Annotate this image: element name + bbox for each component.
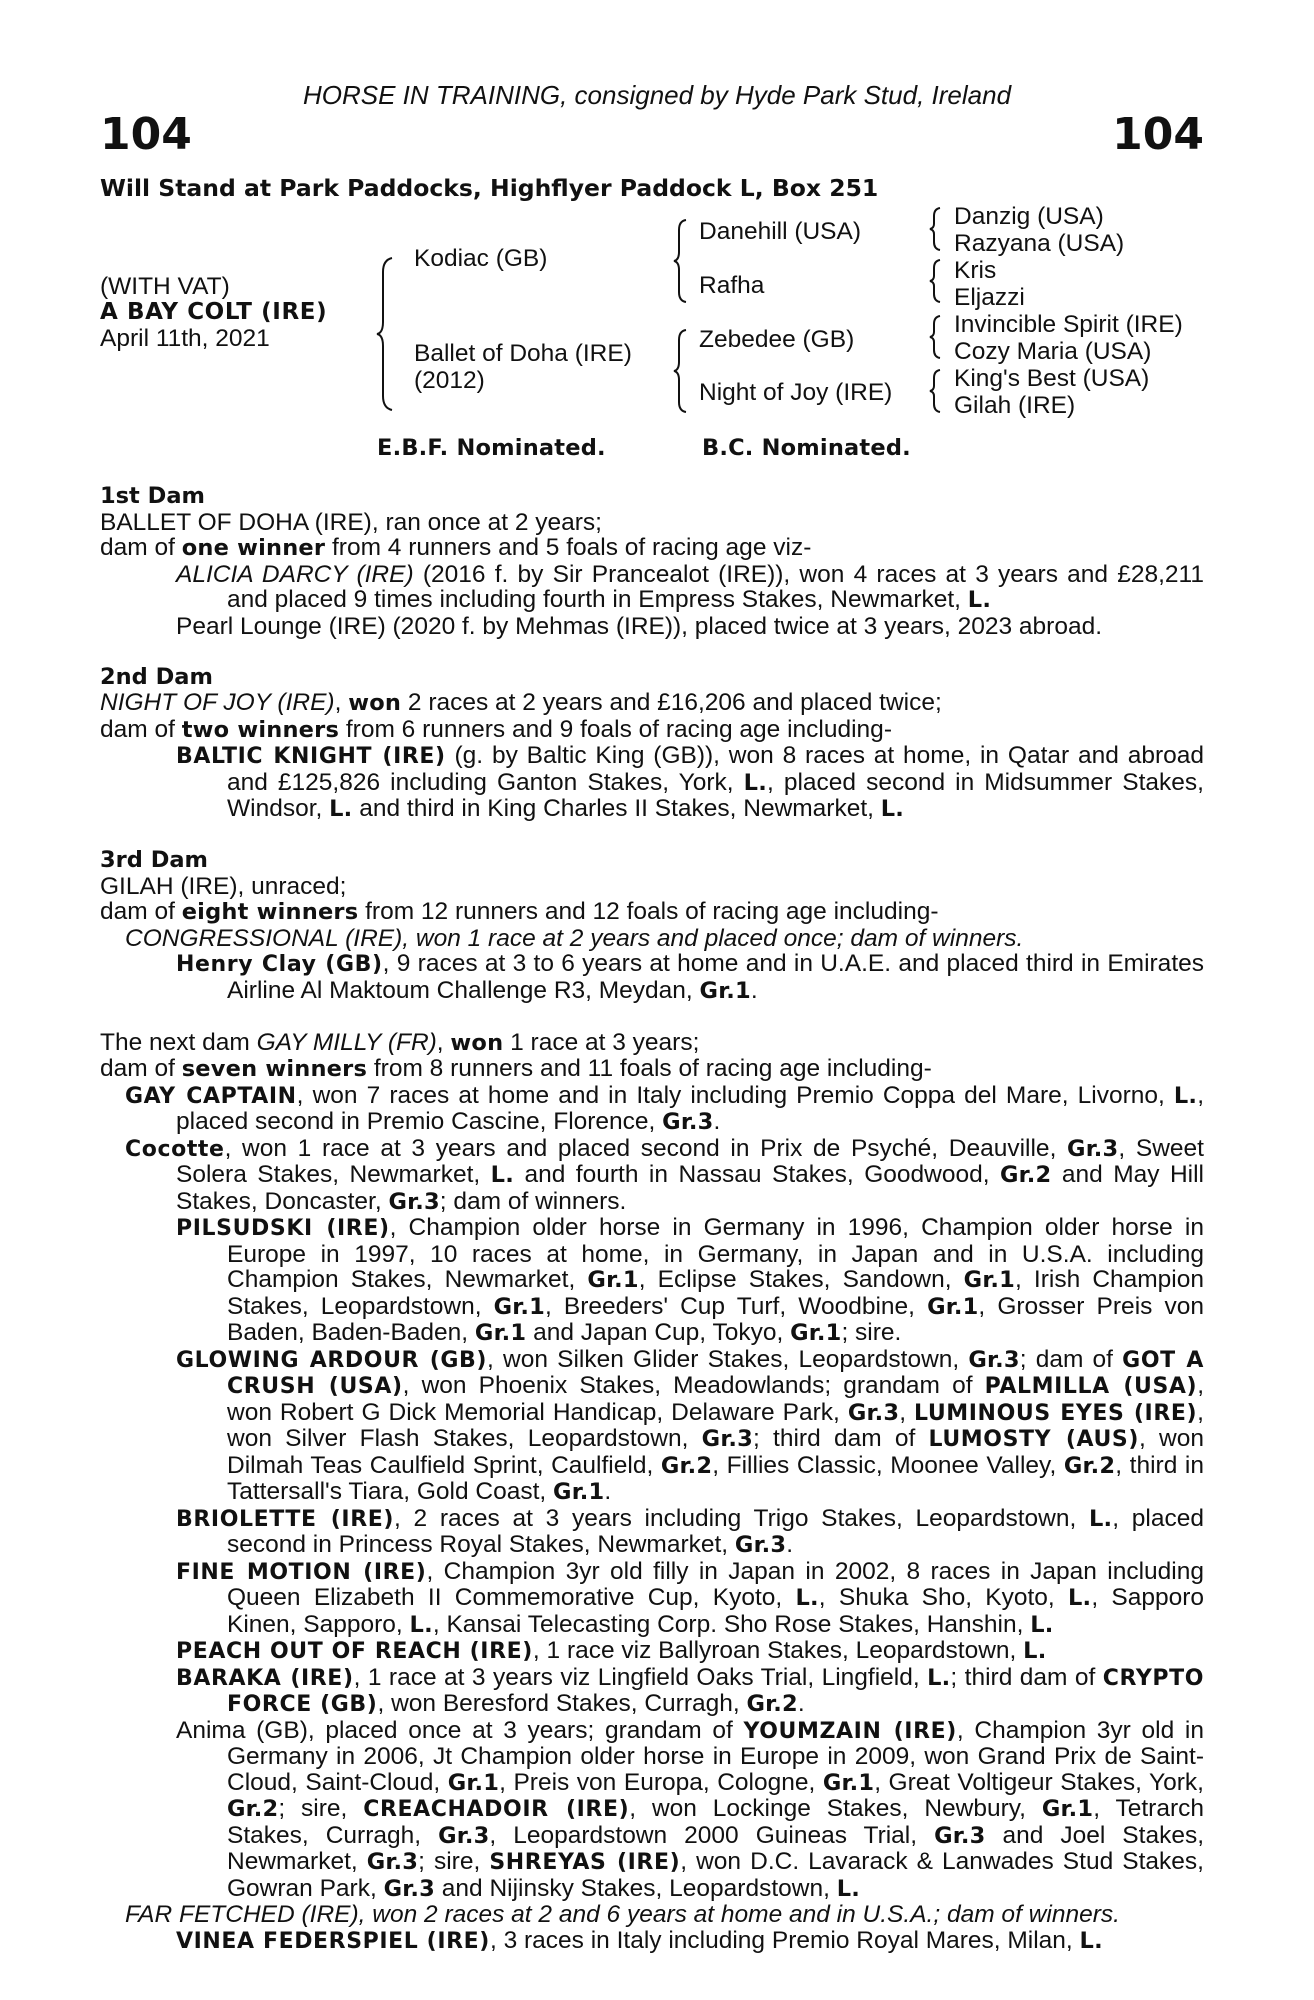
entry-cocotte: Cocotte, won 1 race at 3 years and placed second in Prix de Psyché, Deauville, Gr.3, Sweet Solera Stakes, Newmarket, L. and fourth in Nassau Stakes, Goodwood, Gr.2 and May Hill Stakes, Doncaster, Gr.3; dam of winners. [125, 1134, 1204, 1215]
pedigree-brace-sire [672, 218, 688, 304]
pedigree-sire-sire: Danehill (USA) [699, 218, 862, 245]
catalogue-body [100, 484, 1204, 1954]
entry-gay-captain: GAY CAPTAIN, won 7 races at home and in Italy including Premio Coppa del Mare, Livorno, L., placed second in Premio Cascine, Florence, Gr.3. [125, 1081, 1204, 1135]
entry-pilsudski: PILSUDSKI (IRE), Champion older horse in Germany in 1996, Champion older horse in Europe in 1997, 10 races at home, in Germany, in Japan and in U.S.A. including Champion Stakes, Newmarket, Gr.1, Eclipse Stakes, Sandown, Gr.1, Irish Champion Stakes, Leopardstown, Gr.1, Breeders' Cup Turf, Woodbine, Gr.1, Grosser Preis von Baden, Baden-Baden, Gr.1 and Japan Cup, Tokyo, Gr.1; sire. [176, 1214, 1204, 1346]
entry-pearl-lounge: Pearl Lounge (IRE) (2020 f. by Mehmas (IRE)), placed twice at 3 years, 2023 abroad. [176, 612, 1103, 640]
entry-baraka: BARAKA (IRE), 1 race at 3 years viz Lingfield Oaks Trial, Lingfield, L.; third dam of CRYPTO FORCE (GB), won Beresford Stakes, Curragh, Gr.2. [176, 1663, 1204, 1717]
entry-vinea-federspiel: VINEA FEDERSPIEL (IRE), 3 races in Italy including Premio Royal Mares, Milan, L. [176, 1926, 1103, 1954]
pedigree-dam-dam: Night of Joy (IRE) [699, 379, 893, 406]
ebf-nomination: E.B.F. Nominated. [377, 435, 606, 461]
second-dam-heading: 2nd Dam [100, 663, 213, 690]
entry-glowing-ardour: GLOWING ARDOUR (GB), won Silken Glider Stakes, Leopardstown, Gr.3; dam of GOT A CRUSH (USA), won Phoenix Stakes, Meadowlands; grandam of PALMILLA (USA), won Robert G Dick Memorial Handicap, Delaware Park, Gr.3, LUMINOUS EYES (IRE), won Silver Flash Stakes, Leopardstown, Gr.3; third dam of LUMOSTY (AUS), won Dilmah Teas Caulfield Sprint, Caulfield, Gr.2, Fillies Classic, Moonee Valley, Gr.2, third in Tattersall's Tiara, Gold Coast, Gr.1. [176, 1345, 1204, 1505]
bc-nomination: B.C. Nominated. [702, 435, 911, 461]
pedigree-dam-year: (2012) [414, 367, 485, 394]
third-dam-line: GILAH (IRE), unraced; [100, 872, 347, 900]
pedigree-brace-dam [672, 328, 688, 414]
third-dam-produce: dam of eight winners from 12 runners and 12 foals of racing age including- [100, 898, 939, 925]
entry-congressional: CONGRESSIONAL (IRE), won 1 race at 2 years and placed once; dam of winners. [125, 924, 1024, 952]
foaling-date: April 11th, 2021 [100, 325, 270, 352]
pedigree-ds-sire: Invincible Spirit (IRE) [954, 311, 1183, 338]
pedigree-brace-sd [928, 258, 942, 304]
pedigree-sd-sire: Kris [954, 257, 997, 284]
pedigree-dam-sire: Zebedee (GB) [699, 326, 855, 353]
third-dam-heading: 3rd Dam [100, 847, 208, 873]
second-dam-produce: dam of two winners from 6 runners and 9 foals of racing age including- [100, 715, 892, 743]
pedigree-sire-dam: Rafha [699, 272, 765, 299]
lot-number-right: 104 [1112, 109, 1204, 160]
pedigree-dd-dam: Gilah (IRE) [954, 392, 1076, 419]
pedigree-brace-ss [928, 206, 942, 252]
entry-anima: Anima (GB), placed once at 3 years; grandam of YOUMZAIN (IRE), Champion 3yr old in Germany in 2006, Jt Champion older horse in Europe in 2009, won Grand Prix de Saint-Cloud, Saint-Cloud, Gr.1, Preis von Europa, Cologne, Gr.1, Great Voltigeur Stakes, York, Gr.2; sire, CREACHADOIR (IRE), won Lockinge Stakes, Newbury, Gr.1, Tetrarch Stakes, Curragh, Gr.3, Leopardstown 2000 Guineas Trial, Gr.3 and Joel Stakes, Newmarket, Gr.3; sire, SHREYAS (IRE), won D.C. Lavarack & Lanwades Stud Stakes, Gowran Park, Gr.3 and Nijinsky Stakes, Leopardstown, L. [176, 1716, 1205, 1902]
pedigree-dd-sire: King's Best (USA) [954, 365, 1150, 392]
next-dam-line: The next dam GAY MILLY (FR), won 1 race at 3 years; [100, 1028, 700, 1056]
pedigree-ds-dam: Cozy Maria (USA) [954, 338, 1152, 365]
pedigree-ss-sire: Danzig (USA) [954, 203, 1104, 230]
pedigree-sd-dam: Eljazzi [954, 284, 1025, 311]
first-dam-heading: 1st Dam [100, 483, 205, 509]
pedigree-ss-dam: Razyana (USA) [954, 230, 1125, 257]
first-dam-produce: dam of one winner from 4 runners and 5 foals of racing age viz- [100, 534, 812, 561]
stand-location: Will Stand at Park Paddocks, Highflyer Paddock L, Box 251 [100, 174, 879, 202]
pedigree-brace-main [375, 256, 395, 412]
entry-peach-out-of-reach: PEACH OUT OF REACH (IRE), 1 race viz Ballyroan Stakes, Leopardstown, L. [176, 1637, 1047, 1664]
first-dam-line: BALLET OF DOHA (IRE), ran once at 2 years; [100, 508, 602, 536]
entry-baltic-knight: BALTIC KNIGHT (IRE) (g. by Baltic King (GB)), won 8 races at home, in Qatar and abroad and £125,826 including Ganton Stakes, York, L., placed second in Midsummer Stakes, Windsor, L. and third in King Charles II Stakes, Newmarket, L. [176, 742, 1205, 822]
vat-note: (WITH VAT) [100, 273, 230, 300]
pedigree-dam: Ballet of Doha (IRE) [414, 340, 632, 367]
pedigree-brace-dd [928, 368, 942, 414]
pedigree-sire: Kodiac (GB) [414, 245, 548, 272]
entry-far-fetched: FAR FETCHED (IRE), won 2 races at 2 and 6 years at home and in U.S.A.; dam of winners. [125, 1901, 1120, 1928]
entry-fine-motion: FINE MOTION (IRE), Champion 3yr old filly in Japan in 2002, 8 races in Japan including Queen Elizabeth II Commemorative Cup, Kyoto, L., Shuka Sho, Kyoto, L., Sapporo Kinen, Sapporo, L., Kansai Telecasting Corp. Sho Rose Stakes, Hanshin, L. [176, 1557, 1205, 1638]
second-dam-line: NIGHT OF JOY (IRE), won 2 races at 2 years and £16,206 and placed twice; [100, 689, 942, 716]
entry-briolette: BRIOLETTE (IRE), 2 races at 3 years including Trigo Stakes, Leopardstown, L., placed second in Princess Royal Stakes, Newmarket, Gr.3. [176, 1504, 1204, 1558]
lot-number-left: 104 [100, 109, 192, 160]
horse-name: A BAY COLT (IRE) [100, 299, 328, 325]
entry-henry-clay: Henry Clay (GB), 9 races at 3 to 6 years at home and in U.A.E. and placed third in Emirates Airline Al Maktoum Challenge R3, Meydan, Gr.1. [176, 950, 1204, 1004]
pedigree-brace-ds [928, 314, 942, 360]
next-dam-produce: dam of seven winners from 8 runners and 11 foals of racing age including- [100, 1055, 932, 1082]
entry-alicia-darcy: ALICIA DARCY (IRE) (2016 f. by Sir Prancealot (IRE)), won 4 races at 3 years and £28,211 and placed 9 times including fourth in Empress Stakes, Newmarket, L. [176, 560, 1204, 613]
consignment-header: HORSE IN TRAINING, consigned by Hyde Park Stud, Ireland [302, 80, 1012, 110]
